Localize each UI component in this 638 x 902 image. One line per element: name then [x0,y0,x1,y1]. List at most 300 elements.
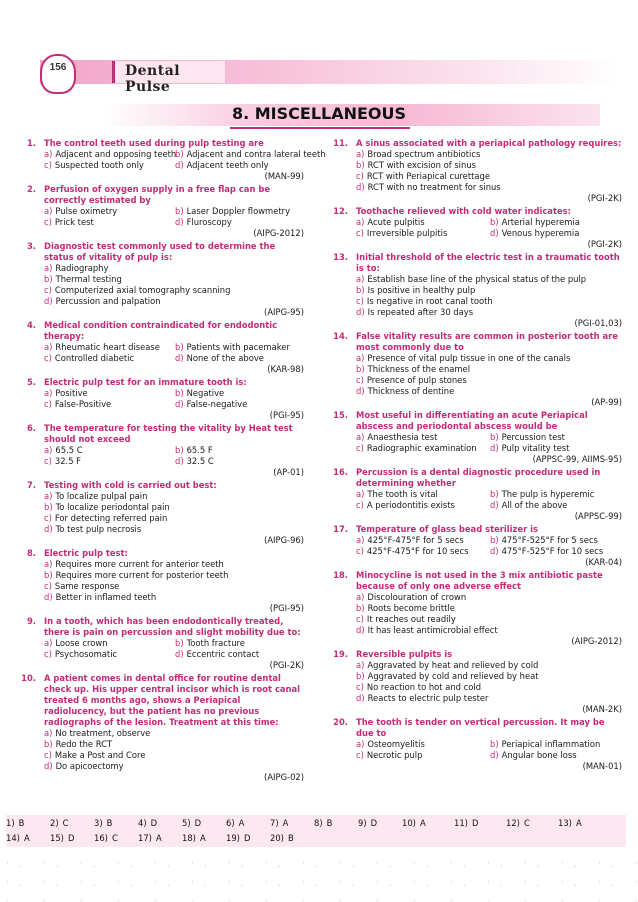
option-text: 32.5 F [54,456,82,466]
answer-key-value: D [370,818,378,828]
question-source: (AIPG-02) [264,772,304,782]
option-row [356,149,624,160]
section-underline [230,127,410,129]
option-row [356,750,624,761]
question-item [6,423,306,478]
option-letter: b) [490,217,499,227]
option-text: Pulp vitality test [501,443,570,453]
option-letter: a) [44,206,53,216]
answer-key-entry [226,818,270,828]
answer-key-entry [6,833,50,843]
question-source: (APPSC-99, AIIMS-95) [532,454,622,464]
question-number: 11. [333,138,348,148]
question-number: 15. [333,410,348,420]
option-text: Fluroscopy [186,217,232,227]
option-letter: d) [490,750,499,760]
option-letter: a) [44,263,53,273]
option-letter: c) [356,296,364,306]
option-text: Radiographic examination [366,443,477,453]
question-stem: A sinus associated with a periapical pathology requires: [356,138,622,148]
option-letter: a) [356,274,365,284]
question-number: 14. [333,331,348,341]
answer-key-entry [314,818,358,828]
question-number: 13. [333,252,348,262]
option-cell [44,160,175,171]
option-letter: d) [175,456,184,466]
question-options [44,491,306,535]
answer-key-entry [270,833,314,843]
option-row [44,581,306,592]
answer-key-number: 2) [50,818,59,828]
option-text: Better in inflamed teeth [55,592,157,602]
option-row [44,456,306,467]
option-cell [44,342,175,353]
option-letter: b) [356,285,365,295]
option-text: All of the above [501,500,568,510]
option-row [356,375,624,386]
option-cell [356,535,490,546]
option-row [44,750,306,761]
option-letter: a) [356,217,365,227]
question-source: (AIPG-2012) [253,228,304,238]
option-text: It reaches out readily [366,614,456,624]
option-row [356,546,624,557]
option-text: Irreversible pulpitis [366,228,448,238]
question-options [44,263,306,307]
question-item [318,138,624,204]
answer-key-entry [454,818,506,828]
option-letter: c) [356,171,364,181]
question-options [44,206,306,228]
question-number: 6. [26,423,36,433]
answer-key-entry [6,818,50,828]
option-row [44,217,306,228]
option-cell [175,638,306,649]
option-text: Radiography [55,263,109,273]
option-row [44,739,306,750]
answer-key-number: 20) [270,833,284,843]
question-options [44,445,306,467]
option-row [44,285,306,296]
option-letter: c) [44,353,52,363]
option-letter: b) [175,638,184,648]
option-letter: d) [175,353,184,363]
option-row [44,491,306,502]
question-number: 4. [26,320,36,330]
option-letter: b) [490,535,499,545]
option-row [44,592,306,603]
option-text: Positive [55,388,88,398]
option-text: Thickness of the enamel [367,364,471,374]
left-column [6,138,326,785]
option-letter: c) [44,513,52,523]
question-stem: The tooth is tender on vertical percussion. It may be due to [356,717,605,738]
option-text: RCT with Periapical curettage [366,171,490,181]
question-item [318,570,624,647]
option-cell [175,206,306,217]
answer-key-entry [270,818,314,828]
option-text: Is repeated after 30 days [367,307,474,317]
question-number: 17. [333,524,348,534]
question-source: (PGI-2K) [587,193,622,203]
option-text: Laser Doppler flowmetry [186,206,291,216]
question-options [356,660,624,704]
question-stem: Percussion is a dental diagnostic procedure used in determining whether [356,467,601,488]
question-stem: Electric pulp test: [44,548,128,558]
question-source: (AIPG-2012) [571,636,622,646]
question-stem: Medical condition contraindicated for endodontic therapy: [44,320,278,341]
answer-key-value: D [243,833,251,843]
option-row [356,386,624,397]
question-stem: The control teeth used during pulp testing are [44,138,264,148]
question-options [44,342,306,364]
question-options [356,149,624,193]
option-row [356,603,624,614]
option-letter: b) [44,570,53,580]
option-letter: c) [356,614,364,624]
option-text: No reaction to hot and cold [366,682,482,692]
option-cell [44,149,175,160]
option-cell [175,649,306,660]
option-row [44,342,306,353]
answer-key-entry [50,833,94,843]
answer-key-value: A [199,833,206,843]
option-letter: a) [44,728,53,738]
option-cell [490,489,624,500]
option-text: Rheumatic heart disease [55,342,160,352]
option-row [356,739,624,750]
option-text: The pulp is hyperemic [501,489,595,499]
answer-key-entry [138,818,182,828]
option-row [44,399,306,410]
option-letter: a) [356,149,365,159]
option-cell [490,217,624,228]
option-text: Periapical inflammation [501,739,601,749]
option-letter: c) [44,581,52,591]
option-row [356,682,624,693]
option-letter: c) [356,500,364,510]
option-text: Suspected tooth only [54,160,144,170]
option-letter: d) [490,500,499,510]
option-letter: c) [44,160,52,170]
option-text: It has least antimicrobial effect [367,625,498,635]
option-row [44,559,306,570]
option-letter: a) [44,491,53,501]
question-number: 16. [333,467,348,477]
option-text: Adjacent and opposing teeth [55,149,177,159]
question-number: 19. [333,649,348,659]
option-text: RCT with excision of sinus [367,160,476,170]
question-options [356,739,624,761]
question-stem: Testing with cold is carried out best: [44,480,217,490]
option-text: Controlled diabetic [54,353,135,363]
answer-key-value: A [155,833,162,843]
option-text: Aggravated by cold and relieved by heat [367,671,539,681]
option-cell [175,353,306,364]
option-row [356,671,624,682]
option-text: To test pulp necrosis [55,524,142,534]
option-cell [175,160,306,171]
option-text: Aggravated by heat and relieved by cold [367,660,539,670]
option-letter: a) [356,489,365,499]
question-stem: Electric pulp test for an immature tooth is: [44,377,247,387]
option-cell [490,432,624,443]
question-item [318,331,624,408]
option-text: False-Positive [54,399,112,409]
option-row [356,614,624,625]
answer-key-value: B [326,818,333,828]
option-text: Negative [186,388,225,398]
answer-key-value: B [106,818,113,828]
question-number: 1. [26,138,36,148]
answer-key-value: A [282,818,289,828]
option-text: Roots become brittle [367,603,455,613]
question-item [6,138,326,182]
option-cell [490,750,624,761]
question-source: (APPSC-99) [574,511,622,521]
option-cell [356,217,490,228]
option-row [356,693,624,704]
answer-key-value: A [419,818,426,828]
answer-key-number: 14) [6,833,20,843]
option-text: Percussion test [501,432,565,442]
option-letter: a) [44,445,53,455]
answer-key-entry [358,818,402,828]
option-text: Prick test [54,217,94,227]
option-text: Establish base line of the physical status of the pulp [367,274,587,284]
option-letter: c) [44,649,52,659]
option-row [44,445,306,456]
option-row [44,649,306,660]
answer-key-row-1 [6,818,610,828]
option-letter: d) [44,524,53,534]
question-options [44,728,306,772]
option-cell [490,739,624,750]
question-item [6,241,306,318]
question-options [356,489,624,511]
option-cell [356,500,490,511]
question-source: (AP-99) [591,397,622,407]
question-item [6,320,306,375]
option-text: Adjacent teeth only [186,160,269,170]
option-letter: d) [356,386,365,396]
page-speckle [0,855,638,902]
option-text: Adjacent and contra lateral teeth [186,149,326,159]
answer-key-number: 4) [138,818,147,828]
option-letter: c) [356,228,364,238]
question-options [44,559,306,603]
option-text: To localize pulpal pain [55,491,148,501]
option-text: Patients with pacemaker [186,342,290,352]
option-letter: d) [356,625,365,635]
option-row [356,489,624,500]
question-stem: Most useful in differentiating an acute Periapical abscess and periodontal abscess would be [356,410,588,431]
option-text: No treatment, observe [55,728,151,738]
option-cell [175,399,306,410]
option-row [44,502,306,513]
option-letter: a) [44,149,53,159]
question-options [356,535,624,557]
question-source: (KAR-04) [585,557,622,567]
answer-key-value: D [471,818,479,828]
option-row [356,160,624,171]
answer-key-entry [506,818,558,828]
question-source: (MAN-01) [582,761,622,771]
option-text: Psychosomatic [54,649,118,659]
option-row [44,728,306,739]
answer-key-number: 5) [182,818,191,828]
page-number: 156 [49,62,67,73]
option-letter: b) [490,432,499,442]
option-text: Arterial hyperemia [501,217,580,227]
question-item [6,377,306,421]
option-text: 65.5 F [186,445,213,455]
option-text: Pulse oximetry [55,206,118,216]
question-number: 20. [333,717,348,727]
right-column [318,138,624,774]
option-row [44,353,306,364]
option-text: Acute pulpitis [367,217,425,227]
question-options [356,217,624,239]
option-letter: c) [44,399,52,409]
option-text: False-negative [186,399,248,409]
question-stem: The temperature for testing the vitality by Heat test should not exceed [44,423,293,444]
option-cell [175,217,306,228]
option-cell [490,228,624,239]
question-item [318,467,624,522]
option-row [356,296,624,307]
option-text: 65.5 C [55,445,83,455]
question-options [356,432,624,454]
option-cell [356,489,490,500]
answer-key-number: 1) [6,818,15,828]
option-row [356,443,624,454]
answer-key-value: B [287,833,294,843]
option-letter: b) [44,274,53,284]
option-row [356,364,624,375]
option-row [356,660,624,671]
option-text: Is negative in root canal tooth [366,296,493,306]
answer-key-number: 13) [558,818,572,828]
option-row [44,388,306,399]
option-row [44,206,306,217]
question-number: 5. [26,377,36,387]
option-row [44,160,306,171]
question-source: (PGI-01,03) [574,318,622,328]
option-cell [356,443,490,454]
question-stem: In a tooth, which has been endodontically treated, there is pain on percussion and slight mobility due to: [44,616,301,637]
option-text: Tooth fracture [186,638,245,648]
option-letter: d) [356,182,365,192]
question-source: (AP-01) [273,467,304,477]
answer-key-number: 9) [358,818,367,828]
option-row [44,638,306,649]
option-row [44,296,306,307]
question-item [6,480,306,546]
answer-key-number: 10) [402,818,416,828]
question-item [318,410,624,465]
option-letter: b) [175,388,184,398]
option-row [356,182,624,193]
question-options [44,638,306,660]
option-text: Requires more current for anterior teeth [55,559,224,569]
option-row [44,149,326,160]
option-text: Thermal testing [55,274,122,284]
question-number: 10. [21,673,36,683]
question-stem: False vitality results are common in posterior tooth are most commonly due to [356,331,618,352]
answer-key-number: 17) [138,833,152,843]
answer-key-value: C [523,818,530,828]
option-cell [356,546,490,557]
option-row [356,307,624,318]
option-text: 32.5 C [186,456,214,466]
option-row [356,592,624,603]
answer-key-entry [94,833,138,843]
question-item [6,548,306,614]
option-text: A periodontitis exists [366,500,455,510]
answer-key-number: 15) [50,833,64,843]
answer-key-entry [558,818,610,828]
answer-key-number: 11) [454,818,468,828]
option-letter: a) [356,432,365,442]
option-text: Thickness of dentine [367,386,455,396]
answer-key-value: A [23,833,30,843]
question-stem: Toothache relieved with cold water indicates: [356,206,571,216]
option-text: Broad spectrum antibiotics [367,149,481,159]
option-row [356,228,624,239]
option-letter: a) [356,592,365,602]
answer-key-value: D [67,833,75,843]
option-cell [490,500,624,511]
answer-key-entry [182,818,226,828]
option-text: For detecting referred pain [54,513,168,523]
option-letter: c) [44,285,52,295]
question-options [356,353,624,397]
option-text: To localize periodontal pain [55,502,170,512]
option-letter: b) [44,502,53,512]
option-text: Loose crown [55,638,108,648]
question-item [318,252,624,329]
option-row [356,625,624,636]
book-title: Dental Pulse [125,63,181,95]
option-text: Redo the RCT [55,739,113,749]
option-text: 425°F-475°F for 10 secs [366,546,469,556]
option-letter: b) [356,603,365,613]
question-options [44,388,306,410]
option-letter: c) [356,546,364,556]
question-stem: Initial threshold of the electric test in a traumatic tooth is to: [356,252,620,273]
option-text: Angular bone loss [501,750,577,760]
answer-key-number: 16) [94,833,108,843]
question-stem: A patient comes in dental office for routine dental check up. His upper central incisor which is root canal treated 6 months ago, shows a Periapical radiolucency, but the patient has no previous radiographs of the lesion. Treatment at this time: [44,673,301,727]
option-row [356,432,624,443]
option-text: Do apicoectomy [55,761,124,771]
answer-key-number: 18) [182,833,196,843]
option-cell [175,342,306,353]
option-letter: c) [44,217,52,227]
option-text: The tooth is vital [367,489,438,499]
option-text: Presence of pulp stones [366,375,467,385]
option-letter: a) [356,353,365,363]
answer-key-value: D [150,818,158,828]
option-text: 475°F-525°F for 5 secs [501,535,598,545]
answer-key-entry [50,818,94,828]
option-row [356,171,624,182]
question-number: 2. [26,184,36,194]
option-letter: d) [44,592,53,602]
question-stem: Reversible pulpits is [356,649,453,659]
option-letter: b) [44,739,53,749]
